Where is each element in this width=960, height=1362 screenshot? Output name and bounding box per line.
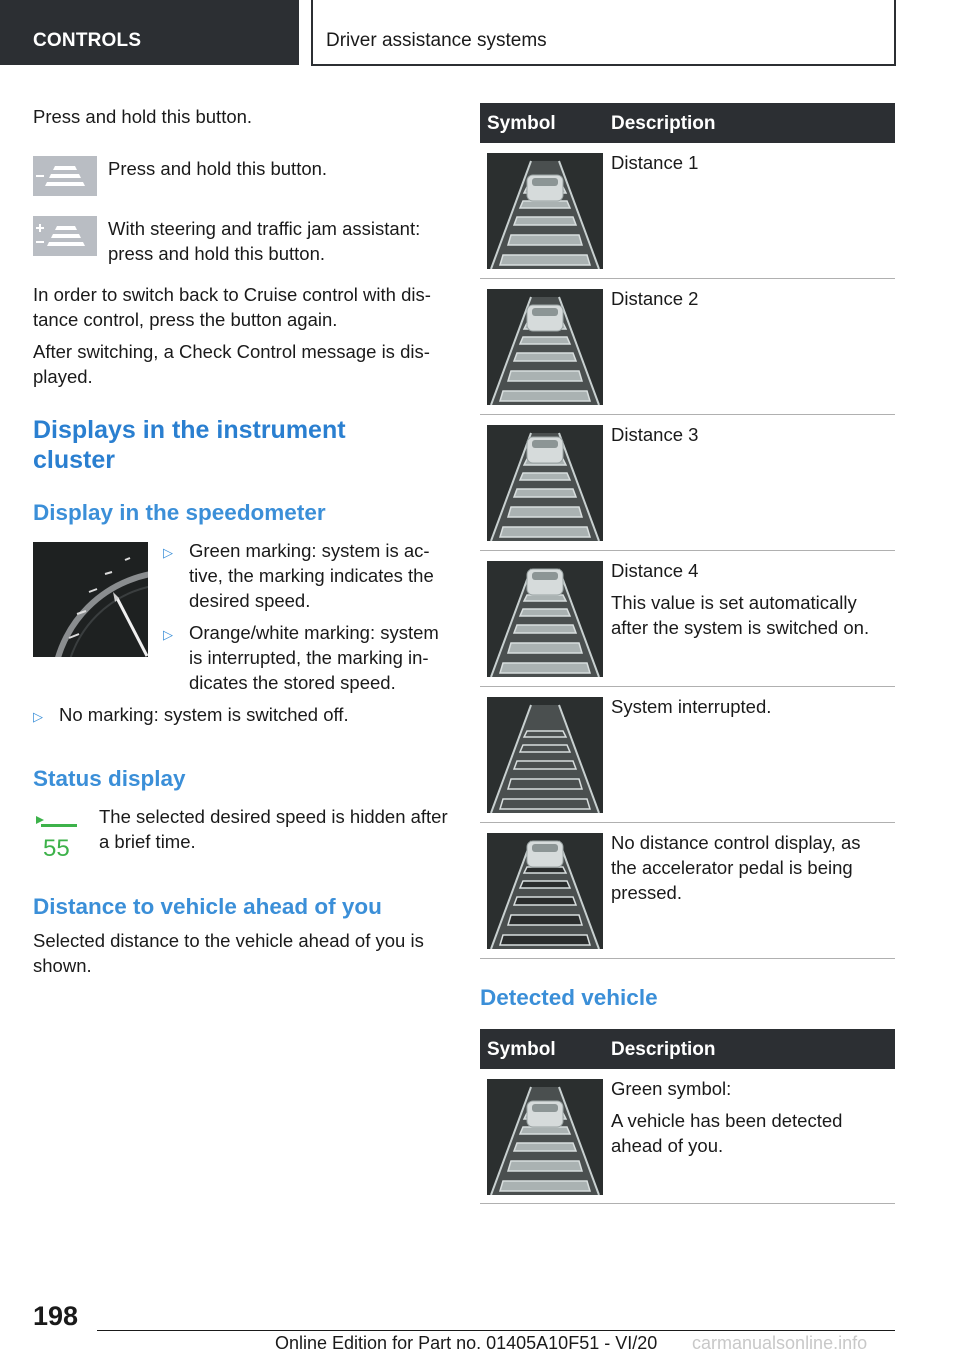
distance-bar-symbol — [487, 153, 603, 269]
status-text: The selected desired speed is hidden after a brief time. — [99, 806, 448, 852]
table-row — [480, 143, 895, 279]
table-row — [480, 687, 895, 823]
status-speed-value: 55 — [43, 835, 70, 860]
watermark: carmanualsonline.info — [692, 1333, 868, 1353]
table-row — [480, 415, 895, 551]
col-description: Description — [611, 1039, 716, 1060]
icon-item-steering — [33, 216, 448, 266]
heading-distance-ahead: Distance to vehicle ahead of you — [33, 894, 382, 919]
detected-vehicle-table — [480, 1029, 895, 1204]
heading-detected-vehicle: Detected vehicle — [480, 985, 658, 1010]
table-header — [480, 103, 895, 143]
distance-bar-symbol — [487, 697, 603, 813]
row-description-extra: A vehicle has been detected ahead of you. — [611, 1110, 843, 1156]
switch-back-text: In order to switch back to Cruise control with distance control, press the button again. — [33, 284, 431, 330]
distance-bar-symbol — [487, 289, 603, 405]
bullet-orange-marking — [163, 620, 448, 695]
table-row — [480, 1069, 895, 1204]
row-description: No distance control display, as the accelerator pedal is being pressed. — [611, 832, 861, 903]
bullet-text: Orange/white marking: system is interrupted, the marking indicates the stored speed. — [189, 622, 439, 693]
col-symbol: Symbol — [487, 113, 556, 134]
row-description: Distance 2 — [611, 288, 699, 309]
bullet-text: Green marking: system is active, the marking indicates the desired speed. — [189, 540, 434, 611]
icon-item-text: With steering and traffic jam assistant: press and hold this button. — [108, 218, 421, 264]
table-row — [480, 823, 895, 959]
section-tab: CONTROLS — [0, 0, 299, 65]
steering-assist-distance-button-icon — [33, 216, 97, 256]
distance-bar-symbol — [487, 425, 603, 541]
detected-vehicle-symbol — [487, 1079, 603, 1195]
row-description: Distance 1 — [611, 152, 699, 173]
distance-bar-symbol — [487, 833, 603, 949]
heading-status-display: Status display — [33, 766, 186, 791]
icon-item-text: Press and hold this button. — [108, 158, 328, 179]
row-description: Distance 3 — [611, 424, 699, 445]
desired-speed-status-icon — [33, 812, 85, 860]
row-description: Green symbol: — [611, 1078, 732, 1099]
row-description: System interrupted. — [611, 696, 772, 717]
row-description: Distance 4 — [611, 560, 699, 581]
col-description: Description — [611, 113, 716, 134]
check-control-text: After switching, a Check Control message is displayed. — [33, 341, 430, 387]
footer-rule — [97, 1330, 895, 1331]
bullet-text: No marking: system is switched off. — [59, 704, 349, 725]
distance-text: Selected distance to the vehicle ahead of you is shown. — [33, 930, 424, 976]
bullet-marker-icon: ▷ — [163, 627, 173, 642]
bullet-no-marking — [33, 702, 448, 729]
footer-edition: Online Edition for Part no. 01405A10F51 - VI/20 — [275, 1333, 658, 1353]
table-row — [480, 551, 895, 687]
chapter-title: Driver assistance systems — [311, 0, 896, 66]
distance-control-button-icon — [33, 156, 97, 196]
icon-item-distance — [33, 156, 448, 196]
distance-symbol-table — [480, 103, 895, 959]
page-number: 198 — [33, 1301, 79, 1331]
row-description-extra: This value is set automatically after the system is switched on. — [611, 592, 870, 638]
table-row — [480, 279, 895, 415]
bullet-green-marking — [163, 538, 448, 613]
heading-speedometer: Display in the speedometer — [33, 500, 326, 525]
bullet-marker-icon: ▷ — [33, 709, 43, 724]
table-header — [480, 1029, 895, 1069]
bullet-marker-icon: ▷ — [163, 545, 173, 560]
heading-instrument-cluster: Displays in the instrument cluster — [33, 416, 346, 474]
col-symbol: Symbol — [487, 1039, 556, 1060]
distance-bar-symbol — [487, 561, 603, 677]
speedometer-image — [33, 542, 148, 657]
intro-text: Press and hold this button. — [33, 106, 253, 127]
